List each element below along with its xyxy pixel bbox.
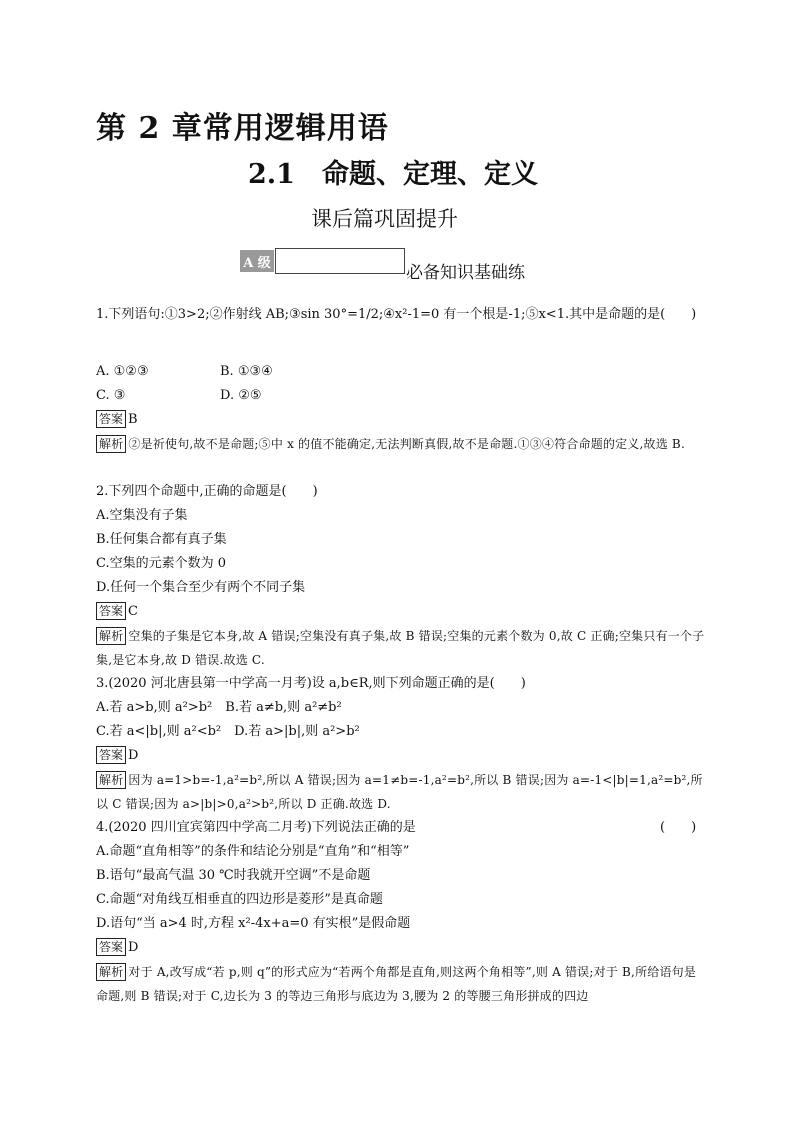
answer-value: C	[128, 604, 138, 619]
explanation-text	[96, 960, 706, 1008]
q3-options-line-2: C.若 a<|b|,则 a²<b² D.若 a>|b|,则 a²>b²	[96, 724, 360, 739]
section-title: 2.1 命题、定理、定义	[248, 159, 538, 190]
q2-option-d: D.任何一个集合至少有两个不同子集	[96, 580, 306, 595]
explain-body: 因为 a=1>b=-1,a²=b²,所以 A 错误;因为 a=1≠b=-1,a²=b²,所以 B 错误;因为 a=-1<|b|=1,a²=b²,所以 C 错误;因为 a>|b|>0,a²>b²,所以 D 正确.故选 D.	[96, 773, 703, 811]
q2-option-b: B.任何集合都有真子集	[96, 532, 227, 547]
q1-option-d: D. ②⑤	[220, 388, 262, 403]
q1-option-c: C. ③	[96, 388, 126, 403]
chapter-title: 第 2 章常用逻辑用语	[96, 111, 389, 146]
q1-answer	[96, 410, 138, 430]
answer-label: 答案	[96, 602, 126, 620]
explanation-text	[96, 768, 706, 816]
q4-option-b: B.语句“最高气温 30 ℃时我就开空调”不是命题	[96, 868, 371, 883]
q4-answer	[96, 938, 138, 958]
answer-value: B	[128, 412, 138, 427]
explain-label: 解析	[96, 963, 126, 981]
q3-explanation	[96, 768, 706, 816]
q1-explanation	[96, 432, 706, 456]
q1-option-b: B. ①③④	[220, 364, 273, 379]
question-4-text: 4.(2020 四川宜宾第四中学高二月考)下列说法正确的是	[96, 820, 416, 835]
q2-explanation	[96, 624, 706, 672]
answer-value: D	[128, 748, 139, 763]
explain-body: ②是祈使句,故不是命题;⑤中 x 的值不能确定,无法判断真假,故不是命题.①③④符合命题的定义,故选 B.	[128, 437, 685, 451]
answer-label: 答案	[96, 938, 126, 956]
q1-option-a: A. ①②③	[96, 364, 149, 379]
explain-body: 对于 A,改写成“若 p,则 q”的形式应为“若两个角都是直角,则这两个角相等”,则 A 错误;对于 B,所给语句是命题,则 B 错误;对于 C,边长为 3 的等边三角形与底边为 3,腰为 2 的等腰三角形拼成的四边	[96, 965, 697, 1003]
answer-value: D	[128, 940, 139, 955]
question-2-text: 2.下列四个命题中,正确的命题是( )	[96, 484, 318, 499]
q2-option-a: A.空集没有子集	[96, 508, 188, 523]
q4-option-c: C.命题“对角线互相垂直的四边形是菱形”是真命题	[96, 892, 383, 907]
q4-option-a: A.命题“直角相等”的条件和结论分别是“直角”和“相等”	[96, 844, 410, 859]
q2-answer	[96, 602, 138, 622]
level-badge: A 级	[240, 250, 274, 272]
q3-options-line-1: A.若 a>b,则 a²>b² B.若 a≠b,则 a²≠b²	[96, 700, 342, 715]
q3-answer	[96, 746, 138, 766]
level-title: 必备知识基础练	[406, 263, 525, 283]
q4-answer-paren: ( )	[660, 820, 697, 835]
answer-label: 答案	[96, 410, 126, 428]
q4-explanation	[96, 960, 706, 1008]
level-box	[275, 248, 405, 274]
explain-label: 解析	[96, 627, 126, 645]
question-3-text: 3.(2020 河北唐县第一中学高一月考)设 a,b∈R,则下列命题正确的是( )	[96, 676, 526, 691]
q2-option-c: C.空集的元素个数为 0	[96, 556, 227, 571]
explain-label: 解析	[96, 435, 126, 453]
explanation-text	[96, 432, 706, 456]
page-subtitle: 课后篇巩固提升	[311, 207, 458, 231]
explanation-text	[96, 624, 706, 672]
question-1-text: 1.下列语句:①3>2;②作射线 AB;③sin 30°=1/2;④x²-1=0 有一个根是-1;⑤x<1.其中是命题的是( )	[96, 307, 697, 322]
explain-body: 空集的子集是它本身,故 A 错误;空集没有真子集,故 B 错误;空集的元素个数为 0,故 C 正确;空集只有一个子集,是它本身,故 D 错误.故选 C.	[96, 629, 705, 667]
q4-option-d: D.语句“当 a>4 时,方程 x²-4x+a=0 有实根”是假命题	[96, 916, 411, 931]
answer-label: 答案	[96, 746, 126, 764]
explain-label: 解析	[96, 771, 126, 789]
